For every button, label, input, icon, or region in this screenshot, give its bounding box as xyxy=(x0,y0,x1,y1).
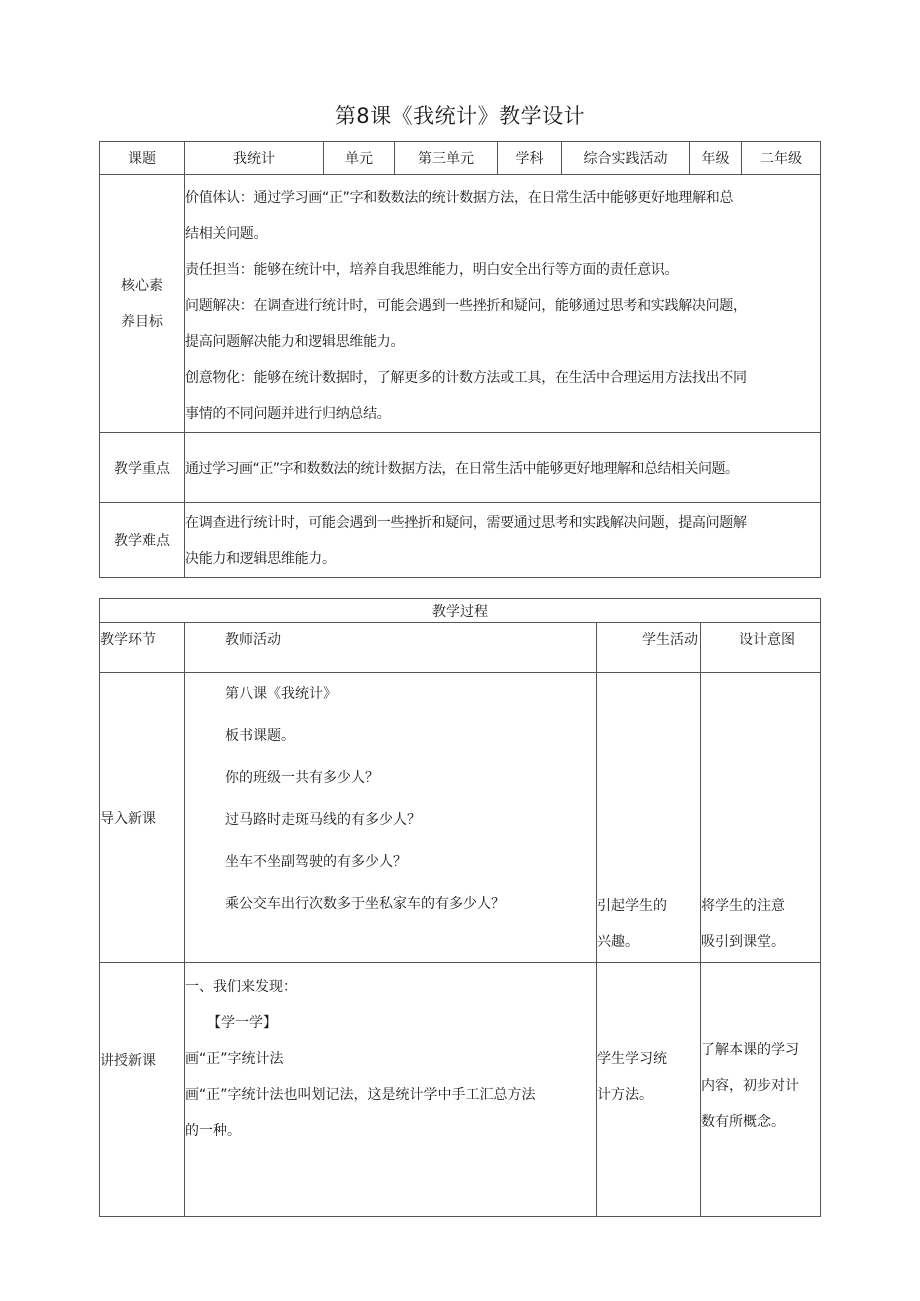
grade-label: 年级 xyxy=(690,142,742,175)
teach-intent-line: 数有所概念。 xyxy=(701,1114,785,1130)
teach-teacher-line: 一、我们来发现： xyxy=(185,979,297,995)
core-goals-line: 责任担当：能够在统计中，培养自我思维能力，明白安全出行等方面的责任意识。 xyxy=(185,262,679,278)
difficulty-line: 决能力和逻辑思维能力。 xyxy=(185,551,336,567)
difficulty-line: 在调查进行统计时，可能会遇到一些挫折和疑问，需要通过思考和实践解决问题，提高问题解 xyxy=(185,515,747,531)
core-goals-line: 事情的不同问题并进行归纳总结。 xyxy=(185,406,391,422)
intro-teacher-activity xyxy=(185,673,597,963)
header-intent: 设计意图 xyxy=(701,623,821,673)
teach-teacher-line: 画“正”字统计法也叫划记法，这是统计学中手工汇总方法 xyxy=(185,1087,536,1103)
teach-student-activity xyxy=(597,963,701,1217)
core-goals-label-line: 核心素 xyxy=(121,277,163,294)
teach-teacher-line: 的一种。 xyxy=(185,1123,241,1139)
core-goals-line: 价值体认：通过学习画“正”字和数数法的统计数据方法，在日常生活中能够更好地理解和总 xyxy=(185,190,734,206)
key-point-text: 通过学习画“正”字和数数法的统计数据方法，在日常生活中能够更好地理解和总结相关问题。 xyxy=(185,433,821,503)
teach-teacher-line: 画“正”字统计法 xyxy=(185,1051,284,1067)
intro-teacher-line: 第八课《我统计》 xyxy=(225,686,337,702)
intro-teacher-line: 板书课题。 xyxy=(225,728,295,744)
unit-label: 单元 xyxy=(324,142,395,175)
difficulty-content xyxy=(185,503,821,578)
intro-student-activity xyxy=(597,673,701,963)
intro-student-line: 引起学生的 xyxy=(597,898,667,914)
unit-value: 第三单元 xyxy=(395,142,498,175)
teach-student-line: 计方法。 xyxy=(597,1087,653,1103)
core-goals-line: 提高问题解决能力和逻辑思维能力。 xyxy=(185,334,405,350)
core-goals-label xyxy=(100,175,185,433)
teach-design-intent xyxy=(701,963,821,1217)
teaching-process-table xyxy=(99,598,821,1217)
core-goals-content xyxy=(185,175,821,433)
teach-intent-line: 内容，初步对计 xyxy=(701,1078,799,1094)
subject-label: 学科 xyxy=(498,142,562,175)
teach-teacher-activity xyxy=(185,963,597,1217)
lesson-value: 我统计 xyxy=(185,142,324,175)
intro-teacher-line: 过马路时走斑马线的有多少人？ xyxy=(225,812,421,828)
grade-value: 二年级 xyxy=(742,142,821,175)
intro-student-line: 兴趣。 xyxy=(597,934,639,950)
header-student: 学生活动 xyxy=(597,623,701,673)
core-goals-label-line: 养目标 xyxy=(121,313,163,330)
process-title: 教学过程 xyxy=(100,599,821,623)
intro-teacher-line: 坐车不坐副驾驶的有多少人？ xyxy=(225,854,407,870)
teach-intent-line: 了解本课的学习 xyxy=(701,1042,799,1058)
teach-stage: 讲授新课 xyxy=(100,963,185,1217)
core-goals-line: 创意物化：能够在统计数据时，了解更多的计数方法或工具，在生活中合理运用方法找出不同 xyxy=(185,370,747,386)
intro-intent-line: 吸引到课堂。 xyxy=(701,934,785,950)
intro-teacher-line: 乘公交车出行次数多于坐私家车的有多少人？ xyxy=(225,896,505,912)
lesson-label: 课题 xyxy=(100,142,185,175)
intro-stage: 导入新课 xyxy=(100,673,185,963)
teach-teacher-line: 【学一学】 xyxy=(207,1015,277,1031)
difficulty-label: 教学难点 xyxy=(100,503,185,578)
core-goals-line: 问题解决：在调查进行统计时，可能会遇到一些挫折和疑问，能够通过思考和实践解决问题， xyxy=(185,298,747,314)
intro-intent-line: 将学生的注意 xyxy=(701,898,785,914)
intro-design-intent xyxy=(701,673,821,963)
lesson-info-table xyxy=(99,141,821,578)
document-title: 第8课《我统计》教学设计 xyxy=(334,104,586,128)
intro-teacher-line: 你的班级一共有多少人？ xyxy=(225,770,379,786)
key-point-label: 教学重点 xyxy=(100,433,185,503)
header-stage: 教学环节 xyxy=(100,623,185,673)
subject-value: 综合实践活动 xyxy=(562,142,690,175)
core-goals-line: 结相关问题。 xyxy=(185,226,268,242)
teach-student-line: 学生学习统 xyxy=(597,1051,667,1067)
header-teacher: 教师活动 xyxy=(185,623,597,673)
